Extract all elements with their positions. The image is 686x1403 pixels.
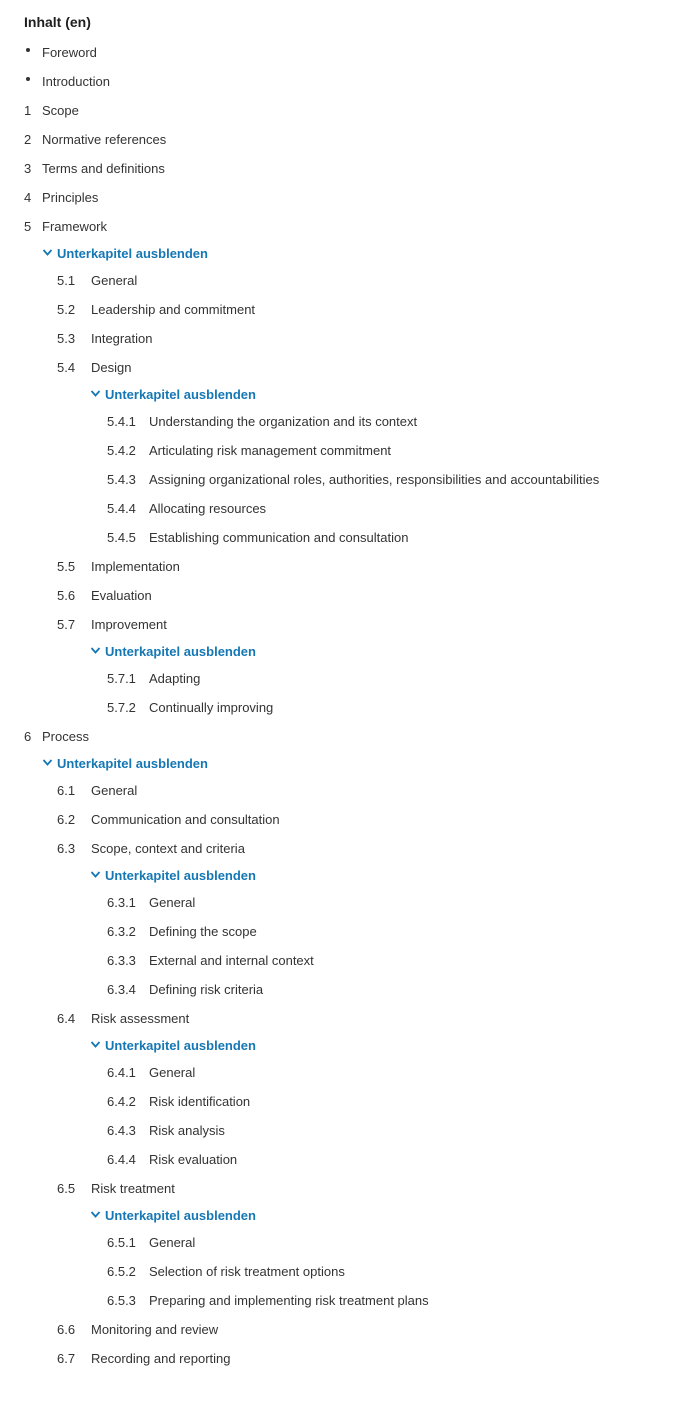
toc-item-label: General xyxy=(149,1065,196,1080)
toc-item-label: Improvement xyxy=(91,617,167,632)
toc-item-number: 6.4.4 xyxy=(107,1152,136,1167)
toc-item-number: 5.4.3 xyxy=(107,472,136,487)
toc-item-number: 5.2 xyxy=(57,302,76,317)
toc-item-number: 5.4 xyxy=(57,360,76,375)
chevron-down-icon xyxy=(90,1039,101,1053)
collapse-subchapters-label: Unterkapitel ausblenden xyxy=(105,1208,256,1223)
toc-title: Inhalt (en) xyxy=(24,14,91,30)
toc-item-number: 6.4.2 xyxy=(107,1094,136,1109)
toc-item-6-5-1[interactable] xyxy=(0,1236,686,1250)
toc-item-6-5-2[interactable] xyxy=(0,1265,686,1279)
toc-list xyxy=(0,46,686,1366)
toc-item-6-3-4[interactable] xyxy=(0,983,686,997)
collapse-subchapters-toggle[interactable] xyxy=(0,869,686,883)
collapse-subchapters-label: Unterkapitel ausblenden xyxy=(57,246,208,261)
toc-item-6-4-2[interactable] xyxy=(0,1095,686,1109)
toc-item-5-3[interactable] xyxy=(0,332,686,346)
toc-item-6-3-3[interactable] xyxy=(0,954,686,968)
toc-item-number: 4 xyxy=(24,190,32,205)
toc-item-6-7[interactable] xyxy=(0,1352,686,1366)
toc-item-label: General xyxy=(149,1235,196,1250)
collapse-subchapters-toggle[interactable] xyxy=(0,388,686,402)
toc-item-label: General xyxy=(149,895,196,910)
toc-item-label: Risk analysis xyxy=(149,1123,225,1138)
toc-item-number: 1 xyxy=(24,103,32,118)
toc-item-5-7-2[interactable] xyxy=(0,701,686,715)
toc-item-label: Continually improving xyxy=(149,700,274,715)
toc-item-2[interactable] xyxy=(0,133,686,147)
toc-item-number: 6.5 xyxy=(57,1181,76,1196)
toc-item-6[interactable] xyxy=(0,730,686,744)
toc-item-label: Defining the scope xyxy=(149,924,257,939)
toc-item-6-5-3[interactable] xyxy=(0,1294,686,1308)
toc-item-number: 5.4.4 xyxy=(107,501,136,516)
toc-item-5-4-3[interactable] xyxy=(0,473,686,487)
toc-item-6-3-1[interactable] xyxy=(0,896,686,910)
toc-item-foreword[interactable] xyxy=(0,46,686,60)
toc-item-6-4-3[interactable] xyxy=(0,1124,686,1138)
toc-item-number: 5.4.2 xyxy=(107,443,136,458)
collapse-subchapters-toggle[interactable] xyxy=(0,757,686,771)
toc-item-5-4-5[interactable] xyxy=(0,531,686,545)
toc-item-number: 5.1 xyxy=(57,273,76,288)
toc-item-number: 6.2 xyxy=(57,812,76,827)
toc-item-label: Adapting xyxy=(149,671,201,686)
toc-item-label: Risk assessment xyxy=(91,1011,190,1026)
toc-item-label: Understanding the organization and its context xyxy=(149,414,418,429)
toc-item-6-5[interactable] xyxy=(0,1182,686,1196)
toc-item-number: 6.5.2 xyxy=(107,1264,136,1279)
chevron-down-icon xyxy=(90,388,101,402)
collapse-subchapters-toggle[interactable] xyxy=(0,1209,686,1223)
chevron-down-icon xyxy=(90,1209,101,1223)
toc-item-label: Selection of risk treatment options xyxy=(149,1264,345,1279)
toc-item-label: Introduction xyxy=(42,74,110,89)
toc-item-label: Foreword xyxy=(42,45,97,60)
toc-item-introduction[interactable] xyxy=(0,75,686,89)
toc-item-number: 6.4.1 xyxy=(107,1065,136,1080)
toc-item-4[interactable] xyxy=(0,191,686,205)
toc-item-label: Establishing communication and consultation xyxy=(149,530,409,545)
toc-item-label: Terms and definitions xyxy=(42,161,165,176)
collapse-subchapters-toggle[interactable] xyxy=(0,645,686,659)
toc-item-label: Framework xyxy=(42,219,108,234)
toc-item-label: Recording and reporting xyxy=(91,1351,231,1366)
collapse-subchapters-label: Unterkapitel ausblenden xyxy=(105,1038,256,1053)
toc-item-label: Risk treatment xyxy=(91,1181,175,1196)
toc-item-label: Implementation xyxy=(91,559,180,574)
toc-item-number: 6.3.4 xyxy=(107,982,136,997)
toc-item-6-6[interactable] xyxy=(0,1323,686,1337)
chevron-down-icon xyxy=(42,247,53,261)
toc-item-number: 5.4.5 xyxy=(107,530,136,545)
toc-item-number: 3 xyxy=(24,161,32,176)
toc-item-number: 5.4.1 xyxy=(107,414,136,429)
toc-item-number: 5.7.1 xyxy=(107,671,136,686)
toc-item-label: Monitoring and review xyxy=(91,1322,219,1337)
toc-item-number: 6.6 xyxy=(57,1322,76,1337)
toc-item-number: 6.3.3 xyxy=(107,953,136,968)
toc-item-5-4[interactable] xyxy=(0,361,686,375)
toc-item-label: Integration xyxy=(91,331,153,346)
collapse-subchapters-label: Unterkapitel ausblenden xyxy=(105,387,256,402)
chevron-down-icon xyxy=(90,869,101,883)
toc-item-number: 6.3.2 xyxy=(107,924,136,939)
toc-item-label: Leadership and commitment xyxy=(91,302,256,317)
toc-item-5[interactable] xyxy=(0,220,686,234)
toc-item-5-7[interactable] xyxy=(0,618,686,632)
chevron-down-icon xyxy=(42,757,53,771)
toc-item-5-5[interactable] xyxy=(0,560,686,574)
toc-item-label: Scope xyxy=(42,103,79,118)
toc-item-number: 5.3 xyxy=(57,331,76,346)
toc-item-number: 5.6 xyxy=(57,588,76,603)
collapse-subchapters-label: Unterkapitel ausblenden xyxy=(105,868,256,883)
toc-item-6-4[interactable] xyxy=(0,1012,686,1026)
toc-item-label: Articulating risk management commitment xyxy=(149,443,392,458)
toc-item-label: Normative references xyxy=(42,132,167,147)
toc-item-number: 2 xyxy=(24,132,32,147)
toc-item-6-2[interactable] xyxy=(0,813,686,827)
toc-item-number: 6.5.3 xyxy=(107,1293,136,1308)
toc-item-5-4-4[interactable] xyxy=(0,502,686,516)
toc-item-number: 5.7 xyxy=(57,617,76,632)
toc-item-6-3-2[interactable] xyxy=(0,925,686,939)
toc-item-label: Evaluation xyxy=(91,588,152,603)
toc-item-label: Assigning organizational roles, authorities, responsibilities and accountabilities xyxy=(149,472,600,487)
toc-item-label: General xyxy=(91,273,138,288)
toc-item-6-4-4[interactable] xyxy=(0,1153,686,1167)
toc-item-label: Design xyxy=(91,360,132,375)
toc-item-number: 5.5 xyxy=(57,559,76,574)
toc-item-number: 6.3 xyxy=(57,841,76,856)
toc-item-number: 6.1 xyxy=(57,783,76,798)
toc-item-label: General xyxy=(91,783,138,798)
toc-item-number: 6.4 xyxy=(57,1011,76,1026)
toc-item-6-4-1[interactable] xyxy=(0,1066,686,1080)
toc-item-number: 5.7.2 xyxy=(107,700,136,715)
toc-item-5-7-1[interactable] xyxy=(0,672,686,686)
toc-item-number: 6 xyxy=(24,729,32,744)
toc-item-5-2[interactable] xyxy=(0,303,686,317)
toc-item-label: Risk evaluation xyxy=(149,1152,238,1167)
toc-item-number: 5 xyxy=(24,219,32,234)
toc-item-label: Defining risk criteria xyxy=(149,982,264,997)
toc-item-6-1[interactable] xyxy=(0,784,686,798)
toc-item-label: Preparing and implementing risk treatment plans xyxy=(149,1293,429,1308)
toc-item-number: 6.3.1 xyxy=(107,895,136,910)
toc-item-5-4-1[interactable] xyxy=(0,415,686,429)
toc-item-5-6[interactable] xyxy=(0,589,686,603)
toc-item-label: External and internal context xyxy=(149,953,314,968)
toc-item-label: Risk identification xyxy=(149,1094,251,1109)
toc-item-label: Process xyxy=(42,729,89,744)
toc-item-number: 6.4.3 xyxy=(107,1123,136,1138)
toc-item-label: Principles xyxy=(42,190,99,205)
toc-item-3[interactable] xyxy=(0,162,686,176)
toc-item-5-4-2[interactable] xyxy=(0,444,686,458)
collapse-subchapters-label: Unterkapitel ausblenden xyxy=(105,644,256,659)
toc-item-1[interactable] xyxy=(0,104,686,118)
toc-item-label: Scope, context and criteria xyxy=(91,841,245,856)
toc-item-label: Allocating resources xyxy=(149,501,267,516)
chevron-down-icon xyxy=(90,645,101,659)
toc-item-number: 6.5.1 xyxy=(107,1235,136,1250)
collapse-subchapters-label: Unterkapitel ausblenden xyxy=(57,756,208,771)
collapse-subchapters-toggle[interactable] xyxy=(0,247,686,261)
toc-item-number: 6.7 xyxy=(57,1351,76,1366)
toc-item-6-3[interactable] xyxy=(0,842,686,856)
toc-item-label: Communication and consultation xyxy=(91,812,280,827)
toc-item-5-1[interactable] xyxy=(0,274,686,288)
collapse-subchapters-toggle[interactable] xyxy=(0,1039,686,1053)
